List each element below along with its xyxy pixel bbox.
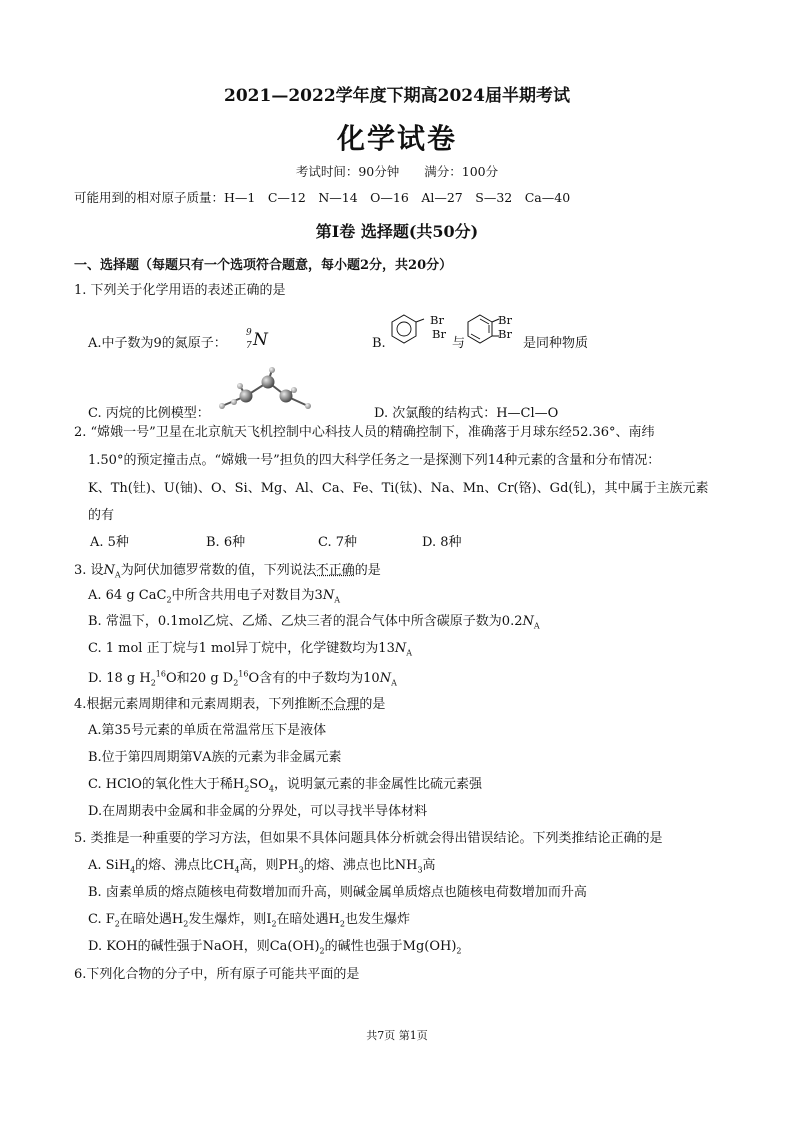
nitrogen-nuclide xyxy=(244,330,274,354)
q2-option-d: D. 8种 xyxy=(422,535,462,550)
q1-option-a: A.中子数为9的氮原子： xyxy=(88,336,227,351)
nuclide-atomic-number: 7 xyxy=(246,341,252,351)
atomic-masses: 可能用到的相对原子质量：H—1 C—12 N—14 O—16 Al—27 S—32 Ca—40 xyxy=(74,190,571,205)
q2-option-a: A. 5种 xyxy=(90,535,129,550)
q1-option-b-suffix: 是同种物质 xyxy=(523,336,589,351)
q2-line-1: 2. “嫦娥一号”卫星在北京航天飞机控制中心科技人员的精确控制下，准确落于月球东经52.36°、南纬 xyxy=(74,425,655,440)
na-symbol: N xyxy=(394,641,407,656)
q5-c-4: 在暗处遇H xyxy=(276,912,340,927)
q4-stem-pre: 4.根据元素周期律和元素周期表，下列推断 xyxy=(74,697,321,712)
q5-c-sub3: 2 xyxy=(271,919,277,929)
q5-a-2: 的熔、沸点比CH xyxy=(135,858,235,873)
q3-a-pre: A. 64 g CaC xyxy=(88,588,167,603)
q5-c-3: 发生爆炸，则I xyxy=(188,912,272,927)
q3-d-sub2: 2 xyxy=(233,678,239,688)
q3-stem xyxy=(74,563,381,579)
q3-option-d xyxy=(88,671,397,687)
q3-a-sub: 2 xyxy=(166,595,172,605)
q5-a-3: 高，则PH xyxy=(239,858,299,873)
nuclide-mass-number: 9 xyxy=(246,328,252,338)
q3-b-text: B. 常温下，0.1mol乙烷、乙烯、乙炔三者的混合气体中所含碳原子数为0.2 xyxy=(88,614,523,629)
q5-c-5: 也发生爆炸 xyxy=(344,912,410,927)
q2-line-3: K、Th(钍)、U(铀)、O、Si、Mg、Al、Ca、Fe、Ti(钛)、Na、Mn、Cr(铬)、Gd(钆)，其中属于主族元素 xyxy=(88,481,709,496)
br-label-1: Br xyxy=(430,313,444,327)
q1-option-b-label: B. xyxy=(372,336,386,351)
q3-d-mid1: O和20 g D xyxy=(165,671,234,686)
na-symbol: N xyxy=(379,671,392,686)
q4-option-d: D.在周期表中金属和非金属的分界处，可以寻找半导体材料 xyxy=(88,804,428,819)
na-subscript: A xyxy=(114,570,121,580)
q2-line-2: 1.50°的预定撞击点。“嫦娥一号”担负的四大科学任务之一是探测下列14种元素的含量和分布情况： xyxy=(88,453,661,468)
br-label-2: Br xyxy=(432,327,446,341)
q3-d-mid2: O含有的中子数均为10 xyxy=(248,671,380,686)
q5-d-sub2: 2 xyxy=(456,946,462,956)
na-symbol: N xyxy=(103,563,115,578)
br-label-3: Br xyxy=(498,313,512,327)
q3-c-text: C. 1 mol 正丁烷与1 mol异丁烷中，化学键数均为13 xyxy=(88,641,395,656)
q4-c-post: ，说明氯元素的非金属性比硫元素强 xyxy=(273,777,482,792)
q4-c-sub1: 2 xyxy=(244,784,250,794)
q1-option-c: C. 丙烷的比例模型： xyxy=(88,406,210,421)
q4-stem xyxy=(74,697,385,713)
q4-c-sub2: 4 xyxy=(268,784,274,794)
q4-option-c xyxy=(88,777,482,793)
na-symbol: N xyxy=(322,588,335,603)
q5-option-a xyxy=(88,858,436,874)
q5-a-1: A. SiH xyxy=(88,858,131,873)
q3-d-sup1: 16 xyxy=(155,669,166,679)
q5-a-sub2: 4 xyxy=(234,865,240,875)
q3-option-a xyxy=(88,588,340,604)
q5-d-2: 的碱性也强于Mg(OH) xyxy=(324,939,457,954)
br-label-4: Br xyxy=(498,327,512,341)
q5-c-sub2: 2 xyxy=(183,919,189,929)
q5-a-sub3: 3 xyxy=(298,865,304,875)
q3-stem-post: 的是 xyxy=(354,563,381,578)
exam-title: 2021—2022学年度下期高2024届半期考试 xyxy=(224,86,570,106)
q4-option-a: A.第35号元素的单质在常温常压下是液体 xyxy=(88,723,327,738)
q5-option-d xyxy=(88,939,462,955)
q5-a-sub4: 3 xyxy=(417,865,423,875)
q5-a-sub1: 4 xyxy=(130,865,136,875)
q2-option-b: B. 6种 xyxy=(206,535,246,550)
q5-option-c xyxy=(88,912,410,928)
q4-emphasis: 不合理 xyxy=(320,697,360,712)
section-title: 第Ⅰ卷 选择题(共50分) xyxy=(315,222,479,241)
nuclide-symbol: N xyxy=(253,330,268,350)
q3-d-pre: D. 18 g H xyxy=(88,671,151,686)
q6-stem: 6.下列化合物的分子中，所有原子可能共平面的是 xyxy=(74,967,360,982)
q3-d-sup2: 16 xyxy=(238,669,249,679)
q4-c-pre: C. HClO的氧化性大于稀H xyxy=(88,777,245,792)
q1-option-b-with: 与 xyxy=(452,336,466,351)
part-heading: 一、选择题（每题只有一个选项符合题意，每小题2分，共20分） xyxy=(74,258,453,273)
q5-d-sub1: 2 xyxy=(319,946,325,956)
propane-ball-model xyxy=(216,366,322,414)
q3-stem-pre: 3. 设 xyxy=(74,563,104,578)
q3-d-sub1: 2 xyxy=(150,678,156,688)
q5-c-sub1: 2 xyxy=(114,919,120,929)
q1-stem: 1. 下列关于化学用语的表述正确的是 xyxy=(74,283,286,298)
na-subscript: A xyxy=(533,621,540,631)
q3-option-c xyxy=(88,641,412,657)
q5-d-1: D. KOH的碱性强于NaOH，则Ca(OH) xyxy=(88,939,320,954)
q1-option-d: D. 次氯酸的结构式：H—Cl—O xyxy=(374,406,559,421)
na-subscript: A xyxy=(406,648,413,658)
q3-a-mid: 中所含共用电子对数目为3 xyxy=(171,588,323,603)
q4-stem-post: 的是 xyxy=(359,697,386,712)
q3-emphasis: 不正确 xyxy=(315,563,355,578)
q3-option-b xyxy=(88,614,540,630)
na-subscript: A xyxy=(334,595,340,605)
q4-c-mid: SO xyxy=(249,777,269,792)
q5-stem: 5. 类推是一种重要的学习方法，但如果不具体问题具体分析就会得出错误结论。下列类推结论正确的是 xyxy=(74,831,663,846)
q5-a-4: 的熔、沸点也比NH xyxy=(303,858,418,873)
q5-c-2: 在暗处遇H xyxy=(119,912,184,927)
q3-stem-mid: 为阿伏加德罗常数的值，下列说法 xyxy=(120,563,316,578)
q5-c-sub4: 2 xyxy=(339,919,345,929)
q2-option-c: C. 7种 xyxy=(318,535,358,550)
exam-info: 考试时间：90分钟 满分：100分 xyxy=(295,164,499,179)
na-subscript: A xyxy=(391,678,397,688)
page-footer: 共7页 第1页 xyxy=(366,1029,428,1042)
q4-option-b: B.位于第四周期第ⅤA族的元素为非金属元素 xyxy=(88,750,342,765)
q5-a-5: 高 xyxy=(422,858,436,873)
na-symbol: N xyxy=(522,614,534,629)
q5-option-b: B. 卤素单质的熔点随核电荷数增加而升高，则碱金属单质熔点也随核电荷数增加而升高 xyxy=(88,885,587,900)
subject-title: 化学试卷 xyxy=(336,122,457,155)
q5-c-1: C. F xyxy=(88,912,115,927)
q2-line-4: 的有 xyxy=(88,508,115,523)
